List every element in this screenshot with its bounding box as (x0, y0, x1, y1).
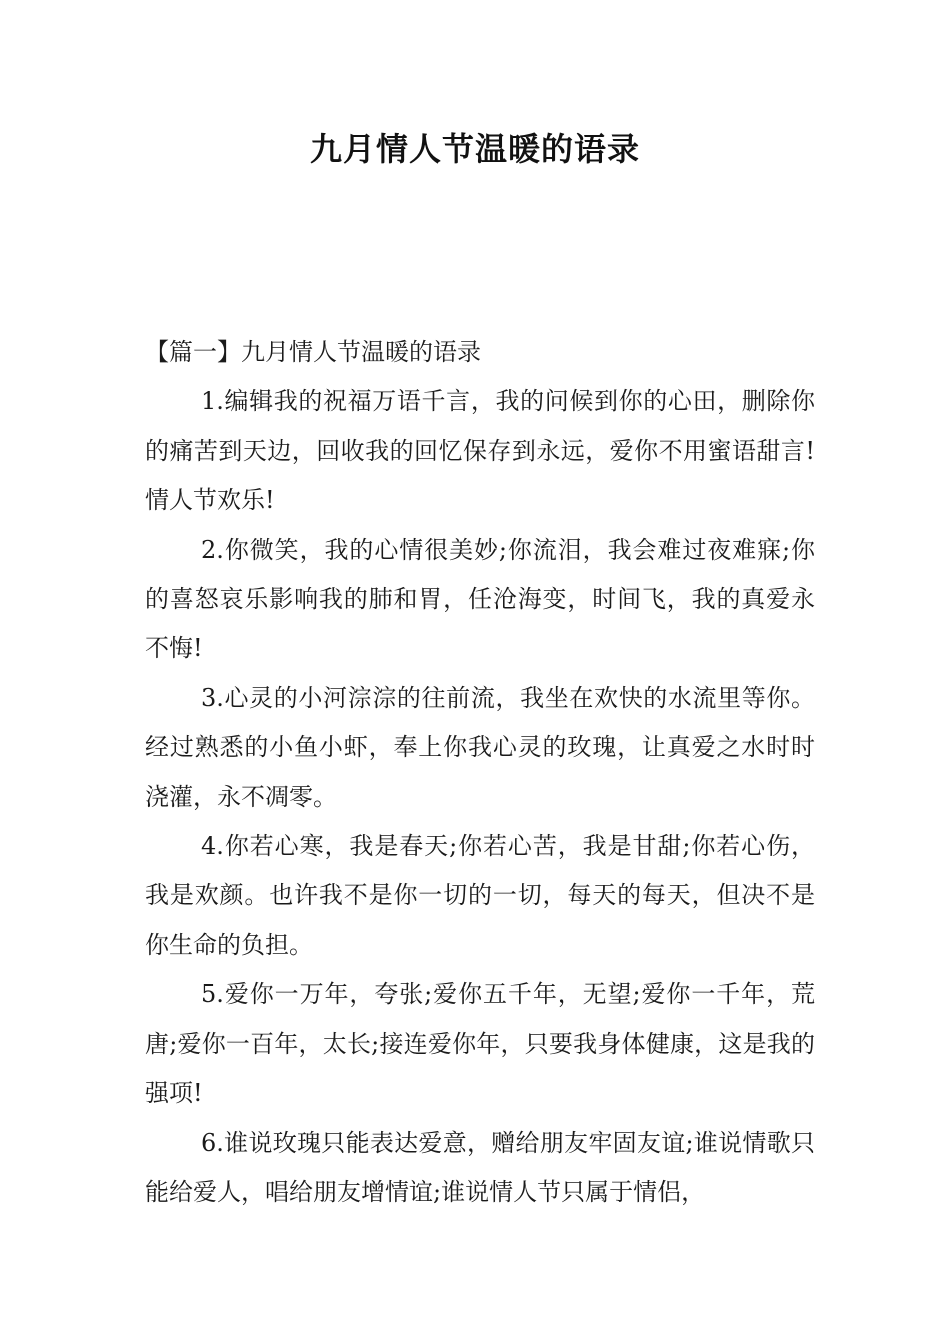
paragraph-1: 1.编辑我的祝福万语千言，我的问候到你的心田，删除你的痛苦到天边，回收我的回忆保存到永远，爱你不用蜜语甜言!情人节欢乐! (145, 387, 815, 515)
section-heading: 【篇一】九月情人节温暖的语录 (145, 338, 481, 366)
paragraph-5: 5.爱你一万年，夸张;爱你五千年，无望;爱你一千年，荒唐;爱你一百年，太长;接连爱你年，只要我身体健康，这是我的强项! (145, 980, 815, 1108)
document-title: 九月情人节温暖的语录 (309, 130, 640, 168)
document-body (145, 328, 815, 1217)
paragraph-4: 4.你若心寒，我是春天;你若心苦，我是甘甜;你若心伤，我是欢颜。也许我不是你一切的一切，每天的每天，但决不是你生命的负担。 (145, 832, 815, 959)
paragraph-6: 6.谁说玫瑰只能表达爱意，赠给朋友牢固友谊;谁说情歌只能给爱人，唱给朋友增情谊;谁说情人节只属于情侣， (145, 1128, 815, 1206)
paragraph-2: 2.你微笑，我的心情很美妙;你流泪，我会难过夜难寐;你的喜怒哀乐影响我的肺和胃，任沧海变，时间飞，我的真爱永不悔! (145, 535, 815, 663)
paragraph-3: 3.心灵的小河淙淙的往前流，我坐在欢快的水流里等你。经过熟悉的小鱼小虾，奉上你我心灵的玫瑰，让真爱之水时时浇灌，永不凋零。 (145, 683, 815, 811)
